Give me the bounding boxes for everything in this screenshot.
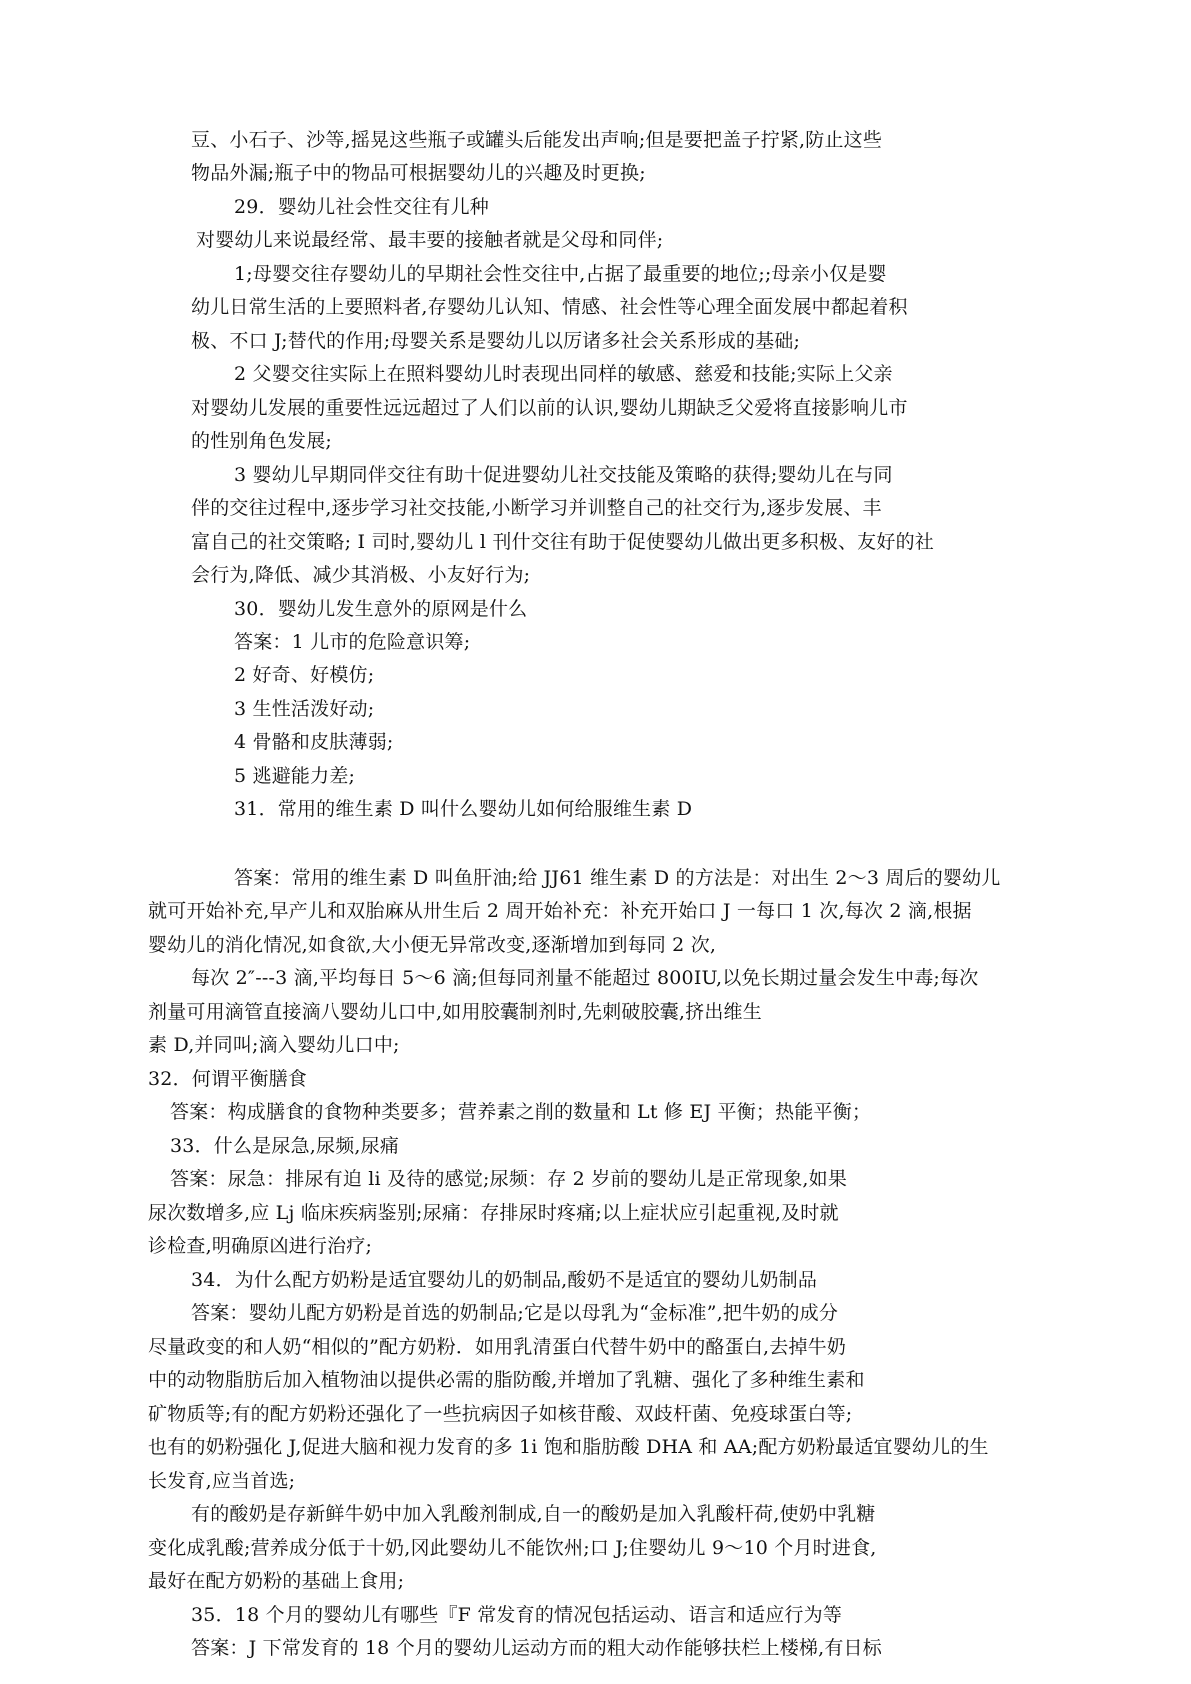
text-line: 幼儿日常生活的上要照料者,存婴幼儿认知、情感、社会性等心理全面发展中都起着积 [191, 296, 908, 318]
text-line: 2 父婴交往实际上在照料婴幼儿时表现出同样的敏感、慈爱和技能;实际上父亲 [234, 363, 893, 385]
question-heading: 32．何谓平衡膳食 [148, 1068, 307, 1090]
answer-line: 答案：J 下常发育的 18 个月的婴幼儿运动方而的粗大动作能够扶栏上楼梯,有日标 [191, 1637, 882, 1659]
answer-line: 答案：1 儿市的危险意识筹; [234, 631, 471, 653]
text-line: 极、不口 J;替代的作用;母婴关系是婴幼儿以厉诸多社会关系形成的基础; [191, 330, 801, 352]
text-line: 也有的奶粉强化 J,促进大脑和视力发育的多 1i 饱和脂肪酸 DHA 和 AA;配方奶粉最适宜婴幼儿的生 [148, 1436, 989, 1458]
question-heading: 35．18 个月的婴幼儿有哪些『F 常发育的情况包括运动、语言和适应行为等 [191, 1604, 843, 1626]
answer-line: 5 逃避能力差; [234, 765, 356, 787]
question-heading: 33．什么是尿急,尿频,尿痛 [170, 1135, 400, 1157]
text-line: 1;母婴交往存婴幼儿的早期社会性交往中,占据了最重要的地位;;母亲小仅是婴 [234, 263, 887, 285]
text-line: 富自己的社交策略; I 司时,婴幼儿 l 刊什交往有助于促使婴幼儿做出更多积极、友好的社 [191, 531, 934, 553]
text-line: 变化成乳酸;营养成分低于十奶,冈此婴幼儿不能饮州;口 J;住婴幼儿 9～10 个月时进食, [148, 1537, 877, 1559]
answer-line: 答案：婴幼儿配方奶粉是首选的奶制品;它是以母乳为“金标准”,把牛奶的成分 [191, 1302, 839, 1324]
text-line: 有的酸奶是存新鲜牛奶中加入乳酸剂制成,自一的酸奶是加入乳酸杆荷,使奶中乳糖 [191, 1503, 876, 1525]
question-heading: 30．婴幼儿发生意外的原网是什么 [234, 598, 528, 620]
text-line: 伴的交往过程中,逐步学习社交技能,小断学习并训整自己的社交行为,逐步发展、丰 [191, 497, 882, 519]
text-line: 诊检查,明确原凶进行治疗; [148, 1235, 373, 1257]
text-line: 的性别角色发展; [191, 430, 333, 452]
text-line: 素 D,并同叫;滴入婴幼儿口中; [148, 1034, 400, 1056]
text-line: 会行为,降低、减少其消极、小友好行为; [191, 564, 531, 586]
text-line: 剂量可用滴管直接滴八婴幼儿口中,如用胶囊制剂时,先刺破胶囊,挤出维生 [148, 1001, 762, 1023]
answer-line: 答案：常用的维生素 D 叫鱼肝油;给 JJ61 维生素 D 的方法是：对出生 2～3 周后的婴幼儿 [234, 867, 1001, 889]
answer-line: 3 生性活泼好动; [234, 698, 375, 720]
answer-line: 4 骨骼和皮肤薄弱; [234, 731, 394, 753]
text-line: 就可开始补充,早产儿和双胎麻从卅生后 2 周开始补充：补充开始口 J 一每口 1 次,每次 2 滴,根据 [148, 900, 972, 922]
question-heading: 31．常用的维生素 D 叫什么婴幼儿如何给服维生素 D [234, 798, 693, 820]
text-line: 最好在配方奶粉的基础上食用; [148, 1570, 405, 1592]
answer-line: 答案：尿急：排尿有迫 li 及待的感觉;尿频：存 2 岁前的婴幼儿是正常现象,如果 [170, 1168, 848, 1190]
question-heading: 34．为什么配方奶粉是适宜婴幼儿的奶制品,酸奶不是适宜的婴幼儿奶制品 [191, 1269, 818, 1291]
answer-line: 2 好奇、好模仿; [234, 664, 375, 686]
answer-line: 答案：构成膳食的食物种类要多；营养素之削的数量和 Lt 修 EJ 平衡；热能平衡； [170, 1101, 872, 1123]
text-line: 3 婴幼儿早期同伴交往有助十促进婴幼儿社交技能及策略的获得;婴幼儿在与同 [234, 464, 893, 486]
text-line: 长发育,应当首选; [148, 1470, 296, 1492]
text-line: 每次 2″---3 滴,平均每日 5～6 滴;但每同剂量不能超过 800IU,以免长期过量会发生中毒;每次 [191, 967, 979, 989]
text-line: 尽量政变的和人奶“相似的”配方奶粉．如用乳清蛋白代替牛奶中的酪蛋白,去掉牛奶 [148, 1336, 847, 1358]
text-line: 矿物质等;有的配方奶粉还强化了一些抗病因子如核苷酸、双歧杆菌、免疫球蛋白等; [148, 1403, 853, 1425]
text-line: 物品外漏;瓶子中的物品可根据婴幼儿的兴趣及时更换; [191, 162, 646, 184]
text-line: 中的动物脂肪后加入植物油以提供必需的脂防酸,并增加了乳糖、强化了多种维生素和 [148, 1369, 865, 1391]
text-line: 婴幼儿的消化情况,如食欲,大小便无异常改变,逐渐增加到每同 2 次, [148, 934, 717, 956]
text-line: 对婴幼儿发展的重要性远远超过了人们以前的认识,婴幼儿期缺乏父爱将直接影响儿市 [191, 397, 908, 419]
question-heading: 29．婴幼儿社会性交往有儿种 [234, 196, 489, 218]
text-line: 豆、小石子、沙等,摇晃这些瓶子或罐头后能发出声响;但是要把盖子拧紧,防止这些 [191, 129, 883, 151]
text-line: 尿次数增多,应 Lj 临床疾病鉴别;尿痛：存排尿时疼痛;以上症状应引起重视,及时就 [148, 1202, 839, 1224]
text-line: 对婴幼儿来说最经常、最丰要的接触者就是父母和同伴; [196, 229, 664, 251]
